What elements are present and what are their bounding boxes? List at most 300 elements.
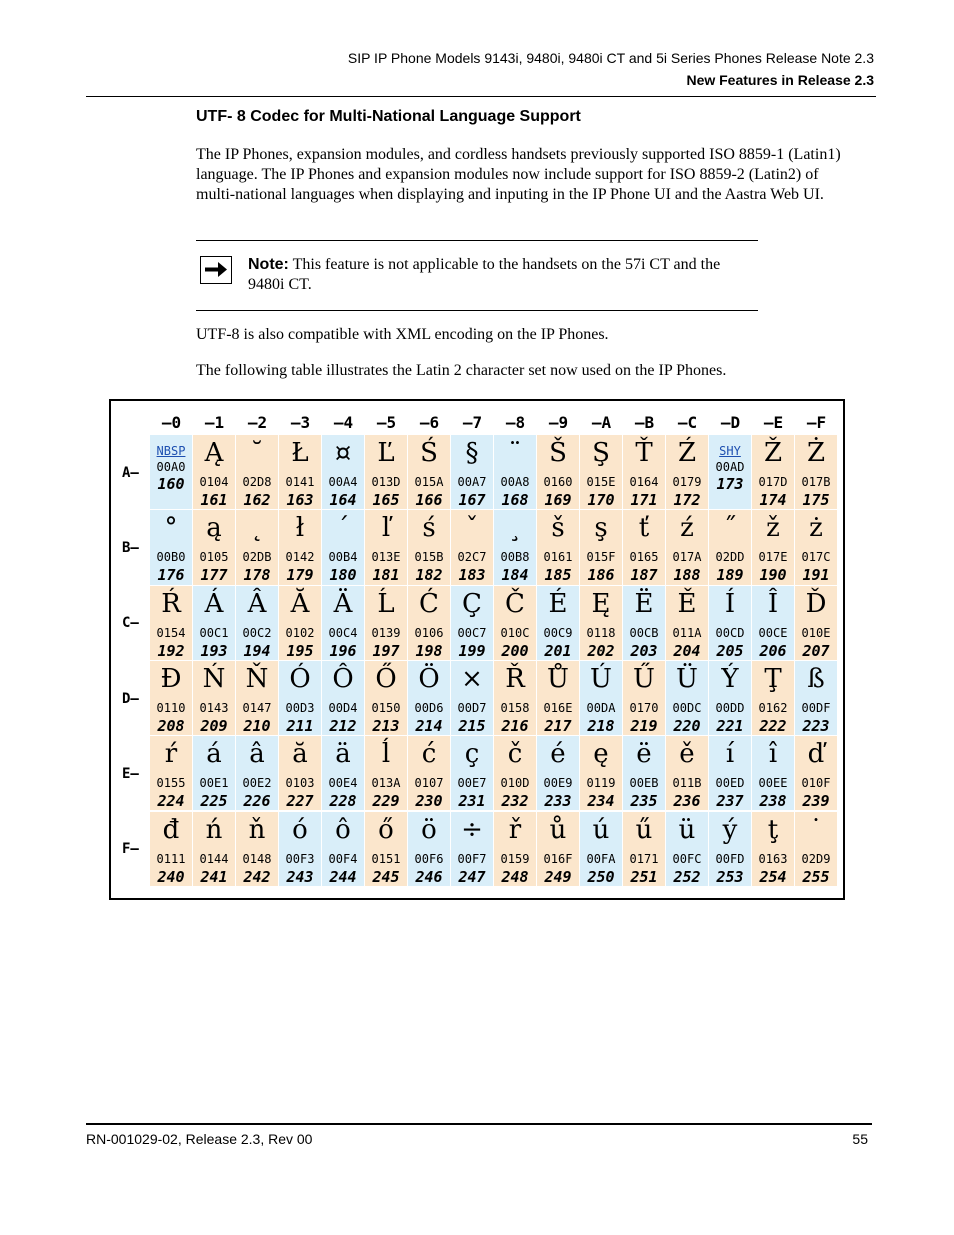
character-glyph: č [507, 739, 523, 770]
unicode-code: 015B [414, 550, 444, 565]
decimal-code: 192 [157, 641, 185, 660]
decimal-code: 163 [286, 491, 314, 509]
unicode-code: 0103 [285, 776, 315, 791]
decimal-code: 237 [716, 792, 744, 811]
running-header-section: New Features in Release 2.3 [686, 72, 874, 88]
character-cell [236, 812, 279, 887]
unicode-code: 017C [801, 550, 831, 565]
character-cell [451, 661, 494, 736]
unicode-code: 0162 [758, 700, 788, 715]
character-cell [150, 812, 193, 887]
character-glyph: ĺ [381, 739, 391, 770]
note-label: Note: [248, 256, 289, 273]
decimal-code: 215 [458, 716, 486, 735]
unicode-code: 017D [758, 475, 788, 489]
character-cell [193, 812, 236, 887]
character-cell [752, 812, 795, 887]
decimal-code: 164 [329, 491, 357, 509]
character-cell [795, 586, 838, 661]
character-cell [408, 736, 451, 811]
decimal-code: 185 [544, 566, 572, 585]
unicode-code: 010F [801, 776, 831, 791]
character-glyph: ¤ [334, 438, 352, 468]
unicode-code: 00A8 [500, 475, 530, 489]
unicode-code: 0107 [414, 776, 444, 791]
character-glyph: Ë [634, 588, 654, 619]
character-cell [150, 661, 193, 736]
character-cell [537, 586, 580, 661]
character-glyph: § [465, 438, 479, 468]
unicode-code: 00C2 [242, 625, 272, 640]
column-header: —D [709, 411, 752, 435]
character-cell [279, 510, 322, 585]
character-glyph: Ţ [764, 663, 782, 694]
decimal-code: 180 [329, 566, 357, 585]
character-glyph: ť [638, 513, 650, 544]
decimal-code: 200 [501, 641, 529, 660]
unicode-code: 0119 [586, 776, 616, 791]
character-glyph: ŕ [164, 739, 178, 770]
unicode-code: 0147 [242, 700, 272, 715]
footer-divider [86, 1123, 872, 1125]
character-glyph: Ô [332, 663, 354, 694]
decimal-code: 236 [673, 792, 701, 811]
character-cell [365, 736, 408, 811]
table-intro-paragraph: The following table illustrates the Latin 2 character set now used on the IP Phones. [196, 362, 727, 379]
character-glyph: đ [162, 814, 180, 845]
decimal-code: 231 [458, 792, 486, 811]
unicode-code: 00AD [715, 460, 745, 474]
decimal-code: 182 [415, 566, 443, 585]
character-glyph: í [725, 739, 735, 770]
character-glyph: É [548, 588, 568, 619]
note-bottom-rule [196, 310, 758, 311]
decimal-code: 213 [372, 716, 400, 735]
unicode-code: 00E2 [242, 776, 272, 791]
character-cell [537, 812, 580, 887]
character-glyph: Í [724, 588, 736, 619]
character-glyph: ° [164, 513, 178, 544]
character-glyph: ű [635, 814, 653, 845]
decimal-code: 216 [501, 716, 529, 735]
decimal-code: 202 [587, 641, 615, 660]
running-header-title: SIP IP Phone Models 9143i, 9480i, 9480i CT and 5i Series Phones Release Note 2.3 [347, 50, 874, 66]
decimal-code: 205 [716, 641, 744, 660]
character-cell [322, 736, 365, 811]
decimal-code: 212 [329, 716, 357, 735]
decimal-code: 181 [372, 566, 400, 585]
character-cell [709, 586, 752, 661]
decimal-code: 188 [673, 566, 701, 585]
character-glyph: Ů [547, 663, 569, 694]
xml-paragraph: UTF-8 is also compatible with XML encoding on the IP Phones. [196, 326, 609, 343]
character-cell [709, 661, 752, 736]
character-glyph: ´ [336, 513, 350, 544]
character-cell [494, 736, 537, 811]
character-cell [365, 510, 408, 585]
unicode-code: 00D6 [414, 700, 444, 715]
decimal-code: 244 [329, 867, 357, 886]
character-glyph: ˘ [250, 438, 264, 468]
character-cell [451, 812, 494, 887]
character-glyph: Ť [635, 438, 653, 468]
character-glyph: Ő [375, 663, 397, 694]
decimal-code: 201 [544, 641, 572, 660]
unicode-code: 0150 [371, 700, 401, 715]
character-glyph: Ó [289, 663, 311, 694]
character-glyph: ż [809, 513, 823, 544]
character-cell [666, 586, 709, 661]
character-glyph: é [550, 739, 566, 770]
unicode-code: 0148 [242, 851, 272, 866]
decimal-code: 209 [200, 716, 228, 735]
unicode-code: 00DC [672, 700, 702, 715]
unicode-code: 015E [586, 475, 616, 489]
character-glyph: Č [505, 588, 525, 619]
decimal-code: 172 [673, 491, 701, 509]
character-glyph: ¨ [508, 438, 522, 468]
character-cell [494, 812, 537, 887]
decimal-code: 241 [200, 867, 228, 886]
character-cell [150, 736, 193, 811]
character-cell [494, 435, 537, 510]
unicode-code: 0102 [285, 625, 315, 640]
character-cell [795, 435, 838, 510]
character-cell [365, 586, 408, 661]
character-cell [236, 661, 279, 736]
decimal-code: 204 [673, 641, 701, 660]
decimal-code: 230 [415, 792, 443, 811]
character-glyph: ô [335, 814, 351, 845]
character-glyph: ţ [767, 814, 779, 845]
decimal-code: 232 [501, 792, 529, 811]
character-glyph: Ľ [377, 438, 395, 468]
character-glyph: Ź [677, 438, 697, 468]
unicode-code: 0118 [586, 625, 616, 640]
decimal-code: 179 [286, 566, 314, 585]
character-cell [537, 736, 580, 811]
column-header: —7 [451, 411, 494, 435]
unicode-code: 010D [500, 776, 530, 791]
unicode-code: 017B [801, 475, 831, 489]
character-cell [494, 586, 537, 661]
decimal-code: 208 [157, 716, 185, 735]
character-cell [494, 661, 537, 736]
unicode-code: 011B [672, 776, 702, 791]
unicode-code: 02DD [715, 550, 745, 565]
decimal-code: 229 [372, 792, 400, 811]
unicode-code: 017A [672, 550, 702, 565]
character-cell [150, 510, 193, 585]
unicode-code: 00E9 [543, 776, 573, 791]
character-glyph: Ń [202, 663, 226, 694]
decimal-code: 218 [587, 716, 615, 735]
unicode-code: 0179 [672, 475, 702, 489]
character-glyph: Ä [333, 588, 353, 619]
character-cell [150, 586, 193, 661]
character-cell [193, 510, 236, 585]
decimal-code: 252 [673, 867, 701, 886]
character-glyph: Ł [291, 438, 309, 468]
unicode-code: 00DF [801, 700, 831, 715]
character-cell [322, 812, 365, 887]
column-header: —4 [322, 411, 365, 435]
character-cell [408, 510, 451, 585]
character-cell [279, 661, 322, 736]
unicode-code: 00D7 [457, 700, 487, 715]
character-glyph: ˙ [809, 814, 823, 845]
character-glyph: ę [593, 739, 609, 770]
character-cell [451, 736, 494, 811]
decimal-code: 248 [501, 867, 529, 886]
unicode-code: 0164 [629, 475, 659, 489]
decimal-code: 178 [243, 566, 271, 585]
note-top-rule [196, 240, 758, 241]
decimal-code: 221 [716, 716, 744, 735]
unicode-code: 00FC [672, 851, 702, 866]
unicode-code: 00FA [586, 851, 616, 866]
character-cell [623, 586, 666, 661]
header-divider [86, 96, 876, 97]
column-header: —8 [494, 411, 537, 435]
decimal-code: 234 [587, 792, 615, 811]
decimal-code: 233 [544, 792, 572, 811]
unicode-code: 0143 [199, 700, 229, 715]
unicode-code: 00F4 [328, 851, 358, 866]
unicode-code: 015A [414, 475, 444, 489]
character-cell [752, 510, 795, 585]
character-cell [709, 736, 752, 811]
character-cell [236, 510, 279, 585]
unicode-code: 0105 [199, 550, 229, 565]
document-id: RN-001029-02, Release 2.3, Rev 00 [86, 1131, 313, 1147]
decimal-code: 191 [802, 566, 830, 585]
character-glyph: ü [678, 814, 696, 845]
decimal-code: 245 [372, 867, 400, 886]
character-glyph: ą [206, 513, 222, 544]
decimal-code: 170 [587, 491, 615, 509]
section-title: UTF- 8 Codec for Multi-National Language Support [196, 108, 581, 125]
character-cell [623, 510, 666, 585]
character-glyph: ů [549, 814, 567, 845]
character-cell [537, 435, 580, 510]
unicode-code: 0106 [414, 625, 444, 640]
decimal-code: 165 [372, 491, 400, 509]
character-cell [623, 435, 666, 510]
character-glyph: Ą [204, 438, 224, 468]
character-cell [709, 812, 752, 887]
decimal-code: 199 [458, 641, 486, 660]
decimal-code: 175 [802, 491, 830, 509]
unicode-code: 0163 [758, 851, 788, 866]
decimal-code: 210 [243, 716, 271, 735]
character-cell [623, 812, 666, 887]
decimal-code: 193 [200, 641, 228, 660]
character-cell [451, 586, 494, 661]
character-glyph: ý [722, 814, 738, 845]
character-glyph: Ě [677, 588, 697, 619]
decimal-code: 240 [157, 867, 185, 886]
unicode-code: 0110 [156, 700, 186, 715]
column-header: —C [666, 411, 709, 435]
unicode-code: 0159 [500, 851, 530, 866]
column-header: —9 [537, 411, 580, 435]
unicode-code: 00EE [758, 776, 788, 791]
character-glyph: ß [807, 663, 825, 694]
character-cell [666, 510, 709, 585]
character-cell [666, 736, 709, 811]
unicode-code: 0161 [543, 550, 573, 565]
character-glyph: Ĺ [377, 588, 395, 619]
character-cell [752, 736, 795, 811]
character-glyph: ł [295, 513, 305, 544]
decimal-code: 189 [716, 566, 744, 585]
character-glyph: Ž [763, 438, 783, 468]
unicode-code: 00B4 [328, 550, 358, 565]
decimal-code: 161 [200, 491, 228, 509]
character-cell [408, 812, 451, 887]
character-cell [752, 586, 795, 661]
unicode-code: 00CD [715, 625, 745, 640]
character-cell [709, 510, 752, 585]
character-glyph: š [551, 513, 565, 544]
row-header: B— [118, 510, 150, 585]
character-glyph: Ű [633, 663, 655, 694]
column-header: —1 [193, 411, 236, 435]
decimal-code: 228 [329, 792, 357, 811]
character-glyph: ÷ [461, 814, 483, 845]
note-text [248, 255, 758, 295]
decimal-code: 196 [329, 641, 357, 660]
character-glyph: ř [508, 814, 522, 845]
unicode-code: 016E [543, 700, 573, 715]
decimal-code: 226 [243, 792, 271, 811]
character-cell [365, 435, 408, 510]
character-grid [118, 411, 838, 887]
decimal-code: 253 [716, 867, 744, 886]
unicode-code: 0154 [156, 625, 186, 640]
decimal-code: 220 [673, 716, 701, 735]
character-glyph: Ď [805, 588, 827, 619]
unicode-code: 02D8 [242, 475, 272, 489]
character-glyph: ć [421, 739, 437, 770]
character-glyph: Ć [419, 588, 439, 619]
unicode-code: 00CB [629, 625, 659, 640]
character-cell [494, 510, 537, 585]
decimal-code: 162 [243, 491, 271, 509]
character-cell [537, 661, 580, 736]
character-cell [580, 736, 623, 811]
decimal-code: 173 [716, 475, 744, 493]
unicode-code: 00E4 [328, 776, 358, 791]
decimal-code: 250 [587, 867, 615, 886]
character-cell [365, 661, 408, 736]
character-glyph: á [206, 739, 222, 770]
row-header: A— [118, 435, 150, 510]
decimal-code: 186 [587, 566, 615, 585]
character-glyph: Ř [505, 663, 525, 694]
character-glyph: Ö [418, 663, 440, 694]
unicode-code: 00C7 [457, 625, 487, 640]
character-cell [279, 736, 322, 811]
character-cell [408, 661, 451, 736]
decimal-code: 249 [544, 867, 572, 886]
character-glyph: Ü [676, 663, 698, 694]
unicode-code: 00FD [715, 851, 745, 866]
character-cell [451, 510, 494, 585]
character-glyph: Ŕ [161, 588, 181, 619]
character-cell [795, 661, 838, 736]
character-glyph: Â [247, 588, 267, 619]
decimal-code: 225 [200, 792, 228, 811]
character-glyph: ś [422, 513, 436, 544]
character-cell [752, 661, 795, 736]
unicode-code: 013E [371, 550, 401, 565]
character-cell [408, 435, 451, 510]
character-glyph: Đ [160, 663, 182, 694]
unicode-code: 00E7 [457, 776, 487, 791]
character-cell [709, 435, 752, 510]
unicode-code: 00A7 [457, 475, 487, 489]
character-glyph: ¸ [508, 513, 522, 544]
column-header: —2 [236, 411, 279, 435]
decimal-code: 214 [415, 716, 443, 735]
character-cell [752, 435, 795, 510]
decimal-code: 255 [802, 867, 830, 886]
decimal-code: 197 [372, 641, 400, 660]
character-cell [580, 510, 623, 585]
column-header: —F [795, 411, 838, 435]
decimal-code: 190 [759, 566, 787, 585]
row-header: E— [118, 736, 150, 811]
character-cell [408, 586, 451, 661]
character-glyph: Ň [245, 663, 269, 694]
character-glyph: Ż [806, 438, 826, 468]
unicode-code: 0139 [371, 625, 401, 640]
decimal-code: 222 [759, 716, 787, 735]
decimal-code: 184 [501, 566, 529, 585]
character-glyph: ç [464, 739, 480, 770]
unicode-code: 010E [801, 625, 831, 640]
character-cell [193, 736, 236, 811]
decimal-code: 169 [544, 491, 572, 509]
decimal-code: 176 [157, 566, 185, 585]
decimal-code: 217 [544, 716, 572, 735]
decimal-code: 177 [200, 566, 228, 585]
unicode-code: 00CE [758, 625, 788, 640]
character-glyph: î [768, 739, 778, 770]
character-cell [150, 435, 193, 510]
character-glyph: Á [204, 588, 224, 619]
unicode-code: 0151 [371, 851, 401, 866]
character-glyph: Ú [590, 663, 612, 694]
character-cell [666, 812, 709, 887]
unicode-code: 00DA [586, 700, 616, 715]
unicode-code: 00F3 [285, 851, 315, 866]
unicode-code: 02C7 [457, 550, 487, 565]
character-glyph: ö [421, 814, 437, 845]
character-glyph: Ę [591, 588, 611, 619]
character-cell [666, 661, 709, 736]
character-cell [193, 435, 236, 510]
character-glyph: × [461, 663, 483, 694]
decimal-code: 223 [802, 716, 830, 735]
latin2-character-table [109, 399, 845, 900]
unicode-code: 017E [758, 550, 788, 565]
decimal-code: 198 [415, 641, 443, 660]
decimal-code: 219 [630, 716, 658, 735]
column-header: —3 [279, 411, 322, 435]
